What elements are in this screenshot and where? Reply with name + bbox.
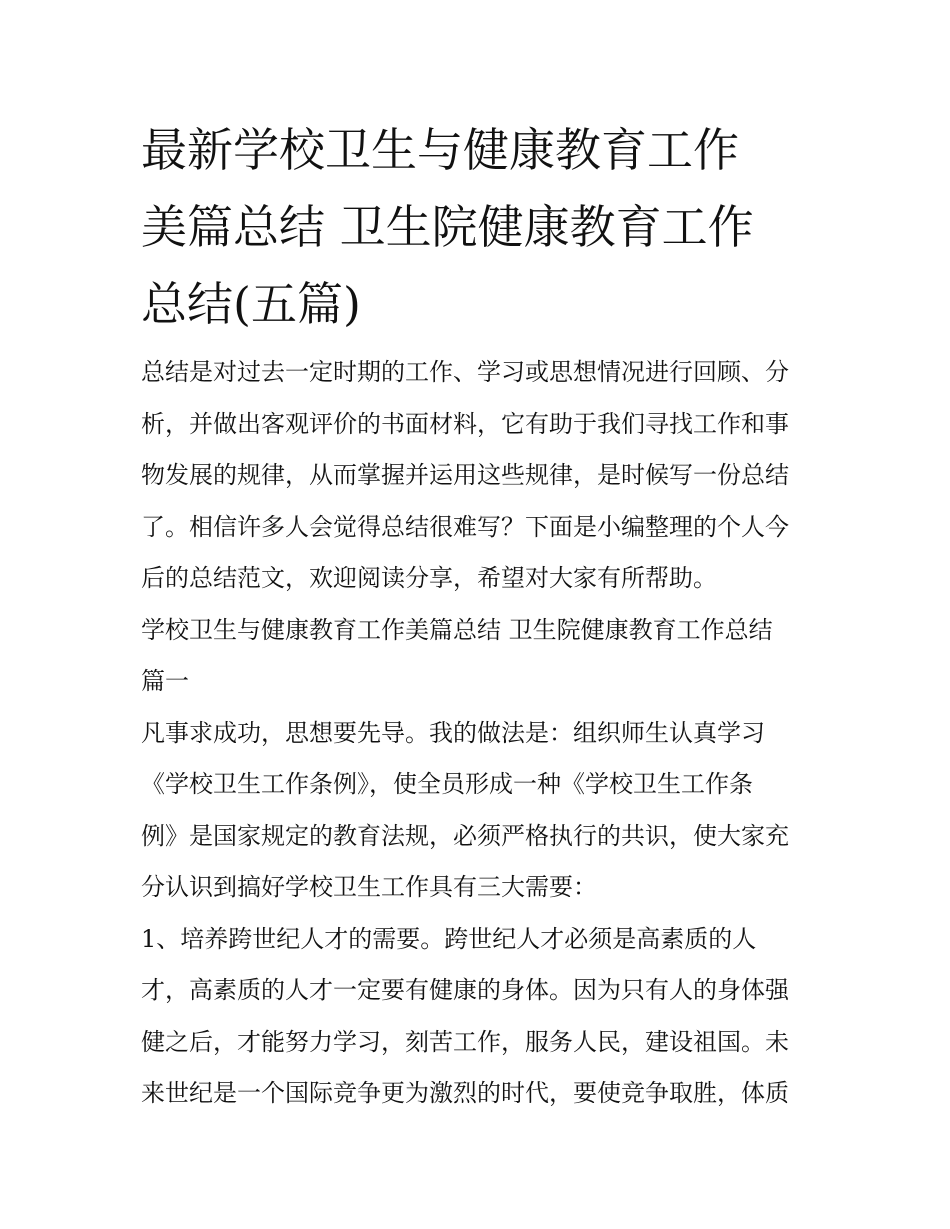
text-line: 健之后，才能努力学习，刻苦工作，服务人民，建设祖国。未 (141, 1027, 789, 1056)
body-paragraph (141, 914, 813, 1120)
text-line: 来世纪是一个国际竞争更为激烈的时代，要使竞争取胜，体质 (141, 1079, 789, 1107)
text-line: 总结是对过去一定时期的工作、学习或思想情况进行回顾、分 (141, 358, 789, 386)
text-line: 《学校卫生工作条例》，使全员形成一种《学校卫生工作条 (141, 770, 753, 798)
text-line: 物发展的规律，从而掌握并运用这些规律，是时候写一份总结 (141, 461, 789, 489)
document-page (141, 112, 813, 1120)
text-line: 学校卫生与健康教育工作美篇总结 卫生院健康教育工作总结 (141, 615, 773, 644)
text-line: 篇一 (141, 667, 189, 695)
text-line: 才，高素质的人才一定要有健康的身体。因为只有人的身体强 (141, 976, 789, 1004)
section-heading (141, 605, 813, 708)
body-paragraph (141, 708, 813, 914)
text-line: 分认识到搞好学校卫生工作具有三大需要： (141, 873, 597, 901)
title-line: 总结(五篇) (141, 277, 361, 331)
intro-paragraph (141, 347, 813, 605)
document-title (141, 112, 813, 343)
text-line: 例》是国家规定的教育法规，必须严格执行的共识，使大家充 (141, 821, 789, 850)
title-line: 美篇总结 卫生院健康教育工作 (141, 200, 754, 254)
text-line: 凡事求成功，思想要先导。我的做法是：组织师生认真学习 (141, 718, 765, 747)
text-line: 1、培养跨世纪人才的需要。跨世纪人才必须是高素质的人 (141, 924, 757, 953)
title-line: 最新学校卫生与健康教育工作 (141, 123, 739, 177)
text-line: 了。相信许多人会觉得总结很难写？下面是小编整理的个人今 (141, 512, 789, 541)
text-line: 析，并做出客观评价的书面材料，它有助于我们寻找工作和事 (141, 409, 789, 438)
text-line: 后的总结范文，欢迎阅读分享，希望对大家有所帮助。 (141, 564, 717, 592)
